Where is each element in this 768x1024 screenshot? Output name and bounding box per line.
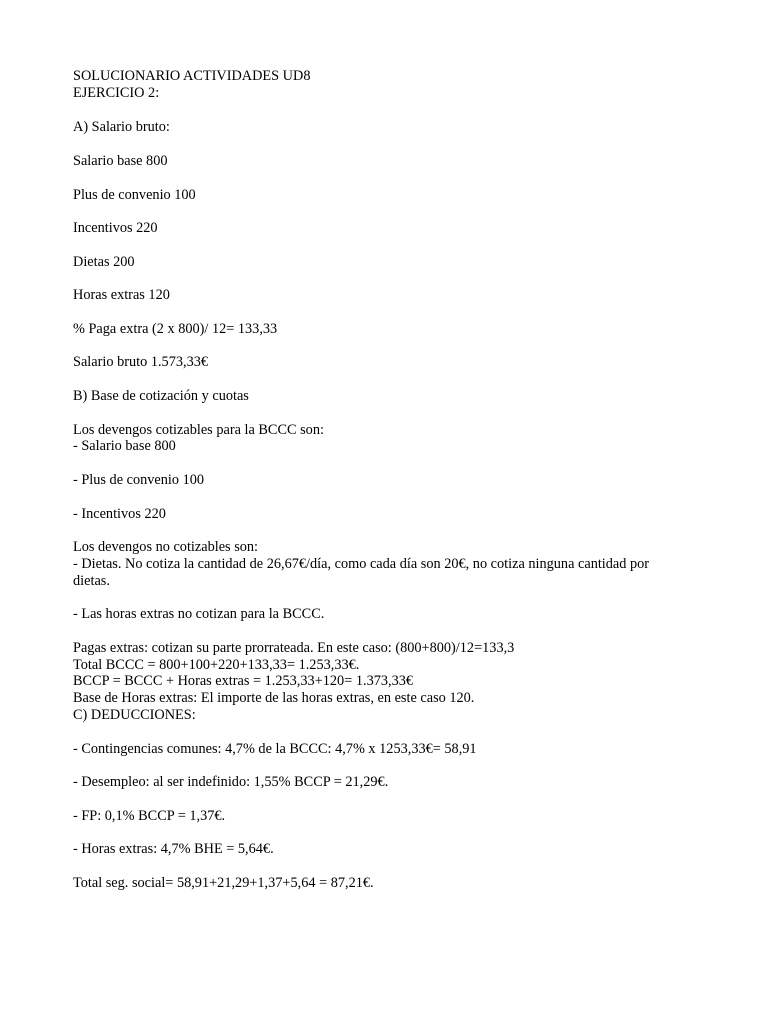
text-line: Pagas extras: cotizan su parte prorrateada. En este caso: (800+800)/12=133,3 — [73, 640, 515, 656]
list-item: - Desempleo: al ser indefinido: 1,55% BCCP = 21,29€. — [73, 774, 389, 790]
total-line: Total seg. social= 58,91+21,29+1,37+5,64 = 87,21€. — [73, 875, 374, 891]
text-line: Total BCCC = 800+100+220+133,33= 1.253,33€. — [73, 657, 360, 673]
list-item: - Salario base 800 — [73, 438, 176, 454]
text-line: Plus de convenio 100 — [73, 187, 196, 203]
text-line: Incentivos 220 — [73, 220, 158, 236]
text-line: Salario base 800 — [73, 153, 168, 169]
section-c-heading: C) DEDUCCIONES: — [73, 707, 196, 723]
list-item: - Contingencias comunes: 4,7% de la BCCC: 4,7% x 1253,33€= 58,91 — [73, 741, 477, 757]
exercise-heading: EJERCICIO 2: — [73, 85, 160, 101]
text-line: Horas extras 120 — [73, 287, 170, 303]
list-item: - Las horas extras no cotizan para la BCCC. — [73, 606, 325, 622]
text-line: Base de Horas extras: El importe de las horas extras, en este caso 120. — [73, 690, 475, 706]
document-title: SOLUCIONARIO ACTIVIDADES UD8 — [73, 68, 311, 84]
text-line: Los devengos no cotizables son: — [73, 539, 259, 555]
list-item: - Dietas. No cotiza la cantidad de 26,67€/día, como cada día son 20€, no cotiza ninguna cantidad por dietas. — [73, 556, 650, 589]
list-item: - Horas extras: 4,7% BHE = 5,64€. — [73, 841, 274, 857]
text-line: Los devengos cotizables para la BCCC son: — [73, 422, 324, 438]
list-item: - Plus de convenio 100 — [73, 472, 205, 488]
list-item: - FP: 0,1% BCCP = 1,37€. — [73, 808, 226, 824]
section-b-heading: B) Base de cotización y cuotas — [73, 388, 249, 404]
text-line: Salario bruto 1.573,33€ — [73, 354, 209, 370]
section-a-heading: A) Salario bruto: — [73, 119, 170, 135]
text-line: BCCP = BCCC + Horas extras = 1.253,33+120= 1.373,33€ — [73, 673, 414, 689]
text-line: Dietas 200 — [73, 254, 135, 270]
list-item: - Incentivos 220 — [73, 506, 166, 522]
text-line: % Paga extra (2 x 800)/ 12= 133,33 — [73, 321, 278, 337]
